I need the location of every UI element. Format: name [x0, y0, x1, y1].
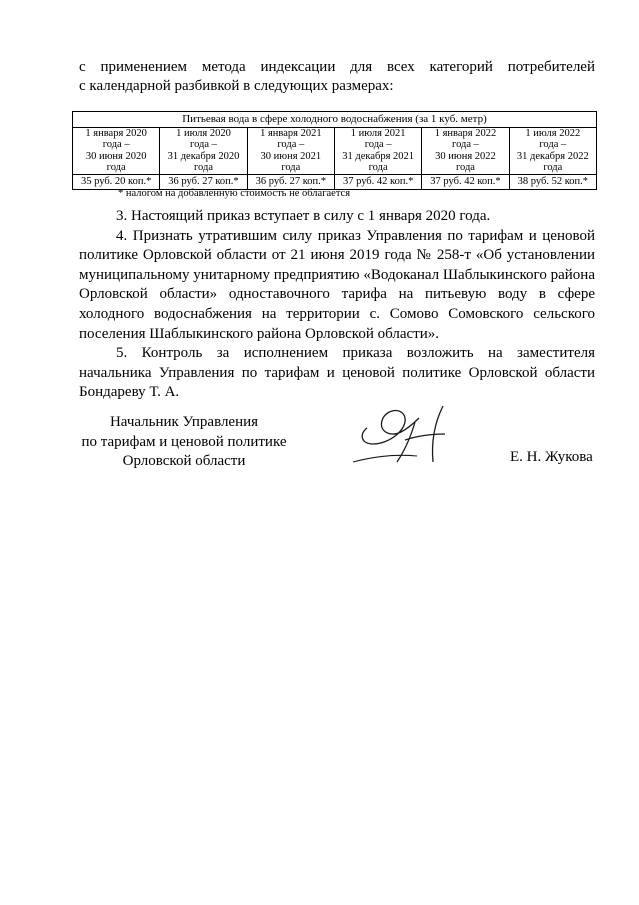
price-cell: 36 руб. 27 коп.* [160, 174, 247, 189]
period-cell: 1 июля 2022 года – 31 декабря 2022 года [509, 127, 596, 174]
period-row [73, 127, 597, 174]
intro-line-1: с применением метода индексации для всех категорий потребителей [79, 59, 595, 75]
period-cell: 1 июля 2021 года – 31 декабря 2021 года [334, 127, 421, 174]
order-paragraphs [79, 207, 595, 403]
price-cell: 38 руб. 52 коп.* [509, 174, 596, 189]
period-cell: 1 января 2020 года – 30 июня 2020 года [73, 127, 160, 174]
table-footnote: * налогом на добавленную стоимость не облагается [118, 188, 351, 199]
paragraph-4: 4. Признать утратившим силу приказ Управления по тарифам и ценовой политике Орловской области от 21 июня 2019 года № 258-т «Об установлении муниципальному унитарному предприятию «Водоканал Шаблыкинского района Орловской области» одноставочного тарифа на питьевую воду в сфере холодного водоснабжения на территории с. Сомово Сомовского сельского поселения Шаблыкинского района Орловской области». [79, 227, 595, 342]
paragraph-3: 3. Настоящий приказ вступает в силу с 1 января 2020 года. [116, 208, 491, 224]
price-cell: 37 руб. 42 коп.* [334, 174, 421, 189]
period-cell: 1 января 2022 года – 30 июня 2022 года [422, 127, 509, 174]
intro-line-2: с календарной разбивкой в следующих размерах: [79, 78, 394, 94]
period-cell: 1 января 2021 года – 30 июня 2021 года [247, 127, 334, 174]
tariff-table [72, 111, 597, 190]
price-cell: 35 руб. 20 коп.* [73, 174, 160, 189]
handwritten-signature [345, 400, 475, 470]
signatory-title: Начальник Управления по тарифам и ценовой политике Орловской области [81, 414, 287, 470]
period-cell: 1 июля 2020 года – 31 декабря 2020 года [160, 127, 247, 174]
price-cell: 36 руб. 27 коп.* [247, 174, 334, 189]
table-caption: Питьевая вода в сфере холодного водоснабжения (за 1 куб. метр) [73, 112, 597, 128]
signer-name: Е. Н. Жукова [510, 449, 593, 465]
paragraph-5: 5. Контроль за исполнением приказа возложить на заместителя начальника Управления по тарифам и ценовой политике Орловской области Бондареву Т. А. [79, 345, 595, 401]
price-row [73, 174, 597, 189]
intro-text [79, 58, 595, 96]
price-cell: 37 руб. 42 коп.* [422, 174, 509, 189]
